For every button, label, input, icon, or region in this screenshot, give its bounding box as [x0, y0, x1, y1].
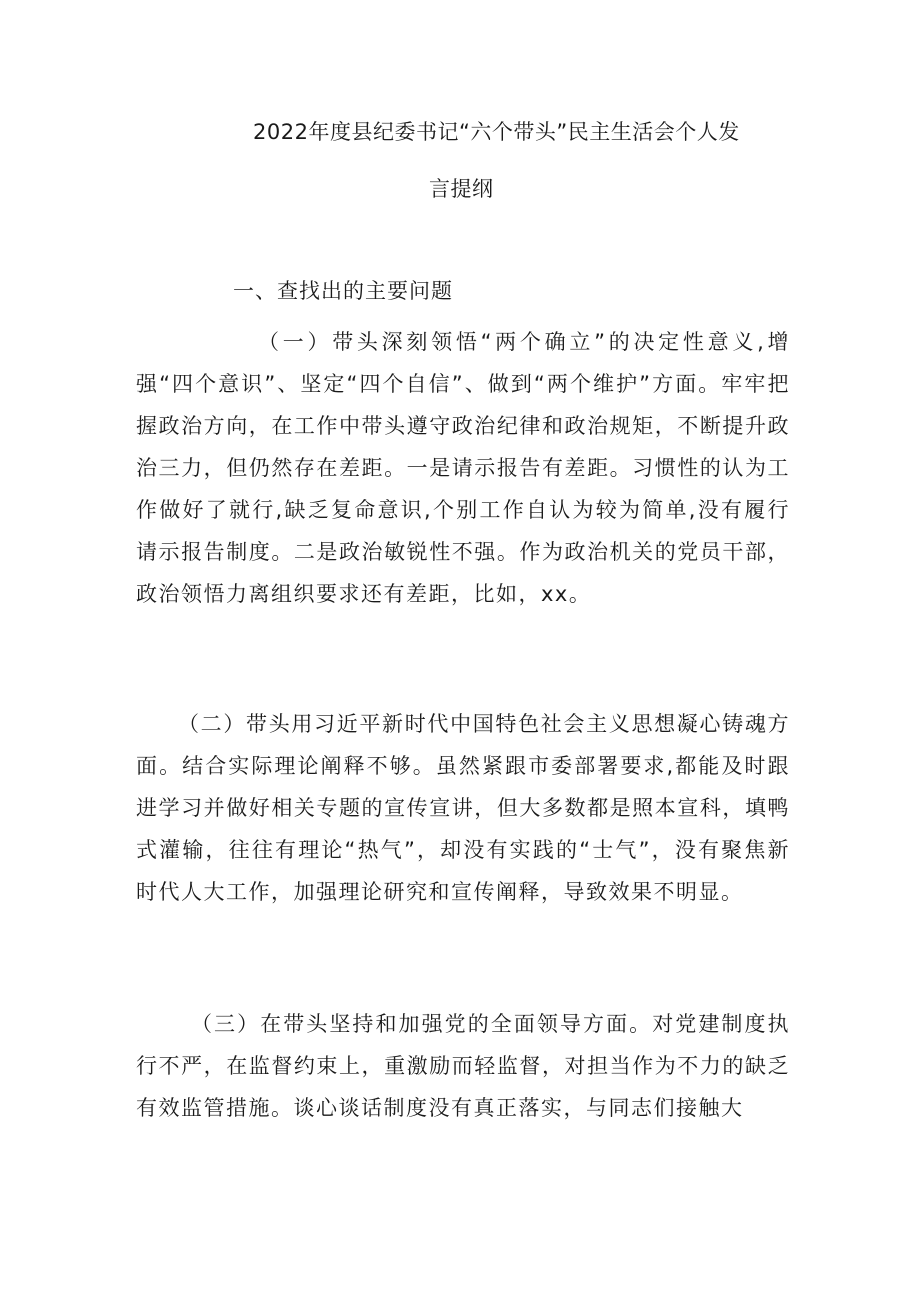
- paragraph-2: （二）带头用习近平新时代中国特色社会主义思想凝心铸魂方面。结合实际理论阐释不够。虽然紧跟市委部署要求,都能及时跟进学习并做好相关专题的宣传宣讲，但大多数都是照本宣科，填鸭式灌输，往往有理论“热气”，却没有实践的“士气”，没有聚焦新时代人大工作，加强理论研究和宣传阐释，导致效果不明显。: [136, 712, 790, 904]
- document-title-line-2: 言提纲: [429, 177, 494, 201]
- paragraph-1: （一）带头深刻领悟“两个确立”的决定性意义,增强“四个意识”、坚定“四个自信”、做到“两个维护”方面。牢牢把握政治方向，在工作中带头遵守政治纪律和政治规矩，不断提升政治三力，但仍然存在差距。一是请示报告有差距。习惯性的认为工作做好了就行,缺乏复命意识,个别工作自认为较为简单,没有履行请示报告制度。二是政治敏锐性不强。作为政治机关的党员干部，政治领悟力离组织要求还有差距，比如，xx。: [136, 330, 790, 606]
- section-heading: 一、查找出的主要问题: [233, 279, 453, 303]
- document-title-line-1: 2022年度县纪委书记“六个带头”民主生活会个人发: [253, 120, 740, 144]
- paragraph-3: （三）在带头坚持和加强党的全面领导方面。对党建制度执行不严，在监督约束上，重激励而轻监督，对担当作为不力的缺乏有效监管措施。谈心谈话制度没有真正落实，与同志们接触大: [136, 1012, 790, 1120]
